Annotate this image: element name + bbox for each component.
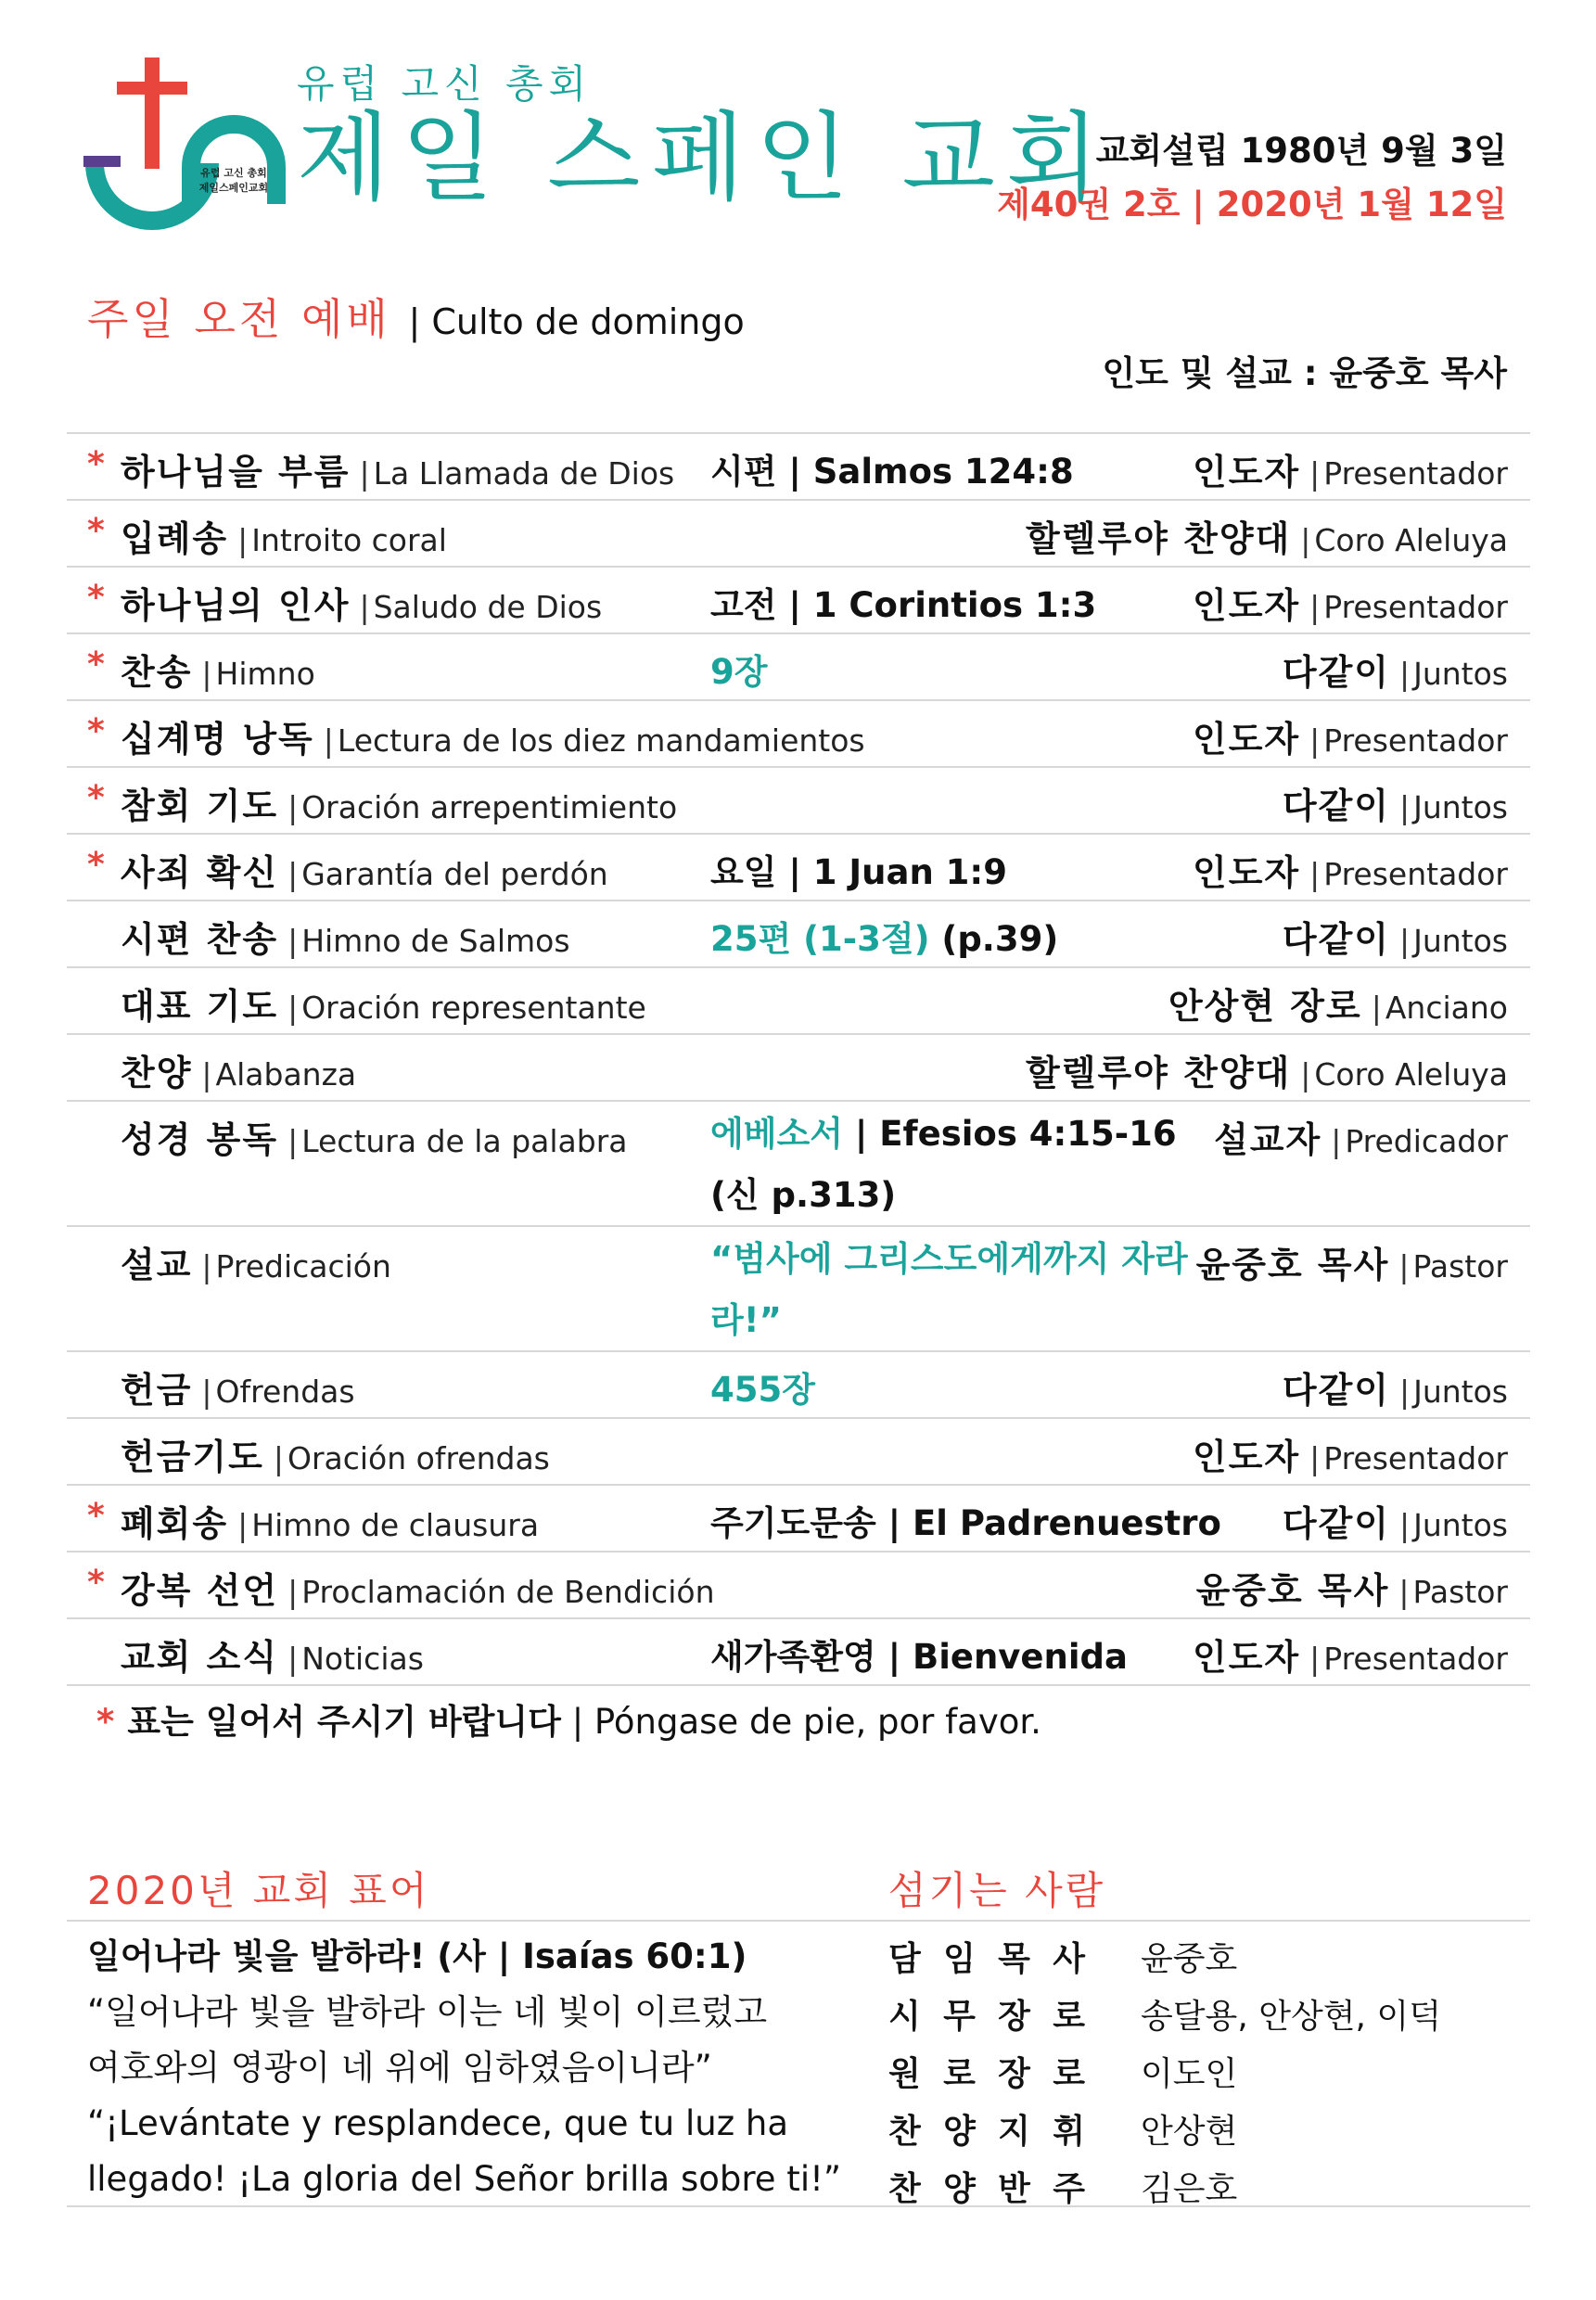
separator: | (1309, 589, 1321, 625)
leader-es: Predicador (1345, 1123, 1508, 1159)
standing-note-es: | Póngase de pie, por favor. (571, 1702, 1041, 1742)
separator: | (1398, 1374, 1411, 1410)
divider (67, 1920, 1530, 1922)
order-row (67, 966, 1530, 1033)
order-item-ko: 입례송 (121, 518, 229, 559)
order-item-es: Oración arrepentimiento (301, 789, 678, 825)
reference-main: 새가족환영 | Bienvenida (710, 1637, 1128, 1677)
order-item (121, 1044, 356, 1095)
order-row (67, 632, 1530, 699)
order-reference (710, 443, 1074, 493)
staff-list (888, 1927, 1519, 2215)
service-title-ko: 주일 오전 예배 (87, 294, 391, 344)
separator: | (1398, 1248, 1410, 1284)
leader-es: Presentador (1323, 589, 1508, 625)
standing-star: * (87, 1497, 105, 1535)
order-of-worship (67, 432, 1530, 1686)
reference-main: “범사에 그리스도에게까지 자라라!” (710, 1239, 1188, 1340)
separator: | (201, 1248, 212, 1284)
separator: | (287, 856, 299, 892)
standing-star: * (87, 846, 105, 884)
leader-es: Presentador (1323, 856, 1508, 892)
leader-es: Juntos (1413, 789, 1508, 825)
order-item-ko: 헌금 (121, 1370, 193, 1411)
order-reference (710, 1495, 1221, 1545)
order-item-ko: 참회 기도 (121, 786, 279, 826)
order-item-ko: 성경 봉독 (121, 1119, 279, 1160)
staff-role: 찬 양 반 주 (888, 2169, 1085, 2208)
leader-ko: 할렐루야 찬양대 (1026, 1053, 1292, 1093)
order-item (121, 1562, 714, 1613)
svg-text:제일스페인교회: 제일스페인교회 (198, 182, 269, 194)
reference-suffix: (p.39) (929, 919, 1059, 959)
order-leader (1193, 844, 1508, 895)
staff-row (888, 1985, 1519, 2042)
staff-role: 시 무 장 로 (888, 1997, 1085, 2036)
separator: | (1371, 990, 1382, 1026)
leader-ko: 다같이 (1282, 1503, 1390, 1544)
order-reference (710, 844, 1007, 894)
leader-es: Presentador (1323, 1440, 1508, 1476)
order-item (121, 1111, 628, 1162)
separator: | (1300, 522, 1311, 558)
order-item-es: Introito coral (251, 522, 447, 558)
svg-text:유럽 고신 총회: 유럽 고신 총회 (200, 167, 267, 179)
order-leader (1283, 1361, 1508, 1412)
separator: | (287, 1123, 299, 1159)
order-leader (1193, 1428, 1508, 1479)
separator: | (1398, 923, 1411, 959)
order-row (67, 1225, 1530, 1350)
leader-es: Coro Aleluya (1314, 1056, 1508, 1092)
leader-ko: 인도자 (1193, 1437, 1301, 1477)
leader-ko: 다같이 (1282, 786, 1390, 826)
order-item-es: Lectura de los diez mandamientos (337, 722, 865, 759)
separator: | (1309, 1440, 1321, 1476)
order-item-ko: 찬양 (121, 1053, 193, 1093)
separator: | (1300, 1056, 1311, 1092)
order-leader (1168, 978, 1508, 1029)
order-leader (1283, 911, 1508, 962)
leader-ko: 안상현 장로 (1168, 986, 1362, 1027)
order-item (121, 1629, 424, 1680)
service-title (87, 286, 745, 347)
order-row (67, 1617, 1530, 1686)
church-logo (82, 56, 286, 232)
standing-star: * (87, 445, 105, 483)
standing-star: * (87, 645, 105, 684)
founded-date: 교회설립 1980년 9월 3일 (1095, 131, 1507, 171)
staff-row (888, 2042, 1519, 2100)
separator: | (1398, 1574, 1410, 1610)
leader-ko: 할렐루야 찬양대 (1026, 518, 1292, 559)
order-item-es: Garantía del perdón (301, 856, 608, 892)
leader-ko: 설교자 (1214, 1119, 1322, 1160)
church-name: 제일 스페인 교회 (297, 101, 1111, 214)
separator: | (237, 522, 249, 558)
reference-main: 주기도문송 | El Padrenuestro (710, 1503, 1221, 1543)
order-item-ko: 찬송 (121, 652, 193, 693)
staff-row (888, 1927, 1519, 1985)
separator: | (1398, 1507, 1411, 1543)
motto-text (87, 1929, 848, 2207)
order-item-es: Predicación (215, 1248, 391, 1284)
order-leader (1193, 443, 1508, 494)
reference-main: 시편 | Salmos 124:8 (710, 452, 1074, 492)
order-item (121, 777, 677, 828)
reference-main: 고전 | 1 Corintios 1:3 (710, 585, 1097, 625)
leader-ko: 다같이 (1282, 919, 1390, 960)
order-reference (710, 1229, 1193, 1351)
separator: | (287, 789, 299, 825)
separator: | (1309, 722, 1321, 759)
order-row (67, 900, 1530, 966)
separator: | (287, 923, 299, 959)
order-row (67, 833, 1530, 900)
reference-main: 9장 (710, 652, 768, 692)
staff-role: 원 로 장 로 (888, 2054, 1085, 2093)
order-item-es: Himno de Salmos (301, 923, 570, 959)
leader-es: Presentador (1323, 455, 1508, 492)
order-leader (1026, 1044, 1508, 1095)
order-item-es: Himno de clausura (251, 1507, 540, 1543)
issue-date: 제40권 2호 | 2020년 1월 12일 (997, 185, 1507, 224)
leader-ko: 인도자 (1193, 1637, 1301, 1678)
order-item-ko: 하나님을 부름 (121, 452, 351, 492)
staff-row (888, 2100, 1519, 2157)
leader-es: Juntos (1413, 923, 1508, 959)
staff-name: 윤중호 (1141, 1939, 1238, 1978)
order-leader (1214, 1111, 1508, 1162)
order-item-es: Proclamación de Bendición (301, 1574, 715, 1610)
staff-role: 찬 양 지 휘 (888, 2112, 1085, 2151)
order-reference (710, 644, 768, 694)
order-row (67, 1417, 1530, 1484)
order-reference (710, 911, 1058, 961)
standing-note-ko: 표는 일어서 주시기 바랍니다 (127, 1702, 561, 1742)
order-item (121, 1236, 391, 1287)
order-leader (1196, 1236, 1508, 1287)
standing-star: * (87, 712, 105, 750)
order-item (121, 1428, 550, 1479)
order-leader (1196, 1562, 1508, 1613)
reference-main: 요일 | 1 Juan 1:9 (710, 852, 1007, 892)
leader-es: Pastor (1412, 1248, 1508, 1284)
staff-name: 김은호 (1141, 2169, 1238, 2208)
order-item-ko: 시편 찬송 (121, 919, 279, 960)
order-item-ko: 교회 소식 (121, 1637, 279, 1678)
separator: | (323, 722, 334, 759)
order-row (67, 432, 1530, 499)
reference-main: 25편 (1-3절) (710, 919, 930, 959)
separator: | (1398, 789, 1411, 825)
leader-es: Juntos (1413, 1374, 1508, 1410)
leader-ko: 인도자 (1193, 585, 1301, 626)
service-title-es: | Culto de domingo (408, 301, 745, 342)
order-leader (1026, 510, 1508, 561)
leader-es: Coro Aleluya (1314, 522, 1508, 558)
order-item-ko: 설교 (121, 1245, 193, 1285)
motto-line: “¡Levántate y resplandece, que tu luz ha (87, 2103, 789, 2143)
order-leader (1283, 1495, 1508, 1546)
order-item (121, 710, 865, 761)
leader-es: Juntos (1413, 656, 1508, 692)
order-item (121, 911, 570, 962)
federation-name: 유럽 고신 총회 (297, 61, 593, 107)
order-item (121, 844, 608, 895)
standing-note (96, 1693, 1041, 1744)
order-item (121, 577, 602, 628)
staff-role: 담 임 목 사 (888, 1939, 1085, 1978)
order-item-ko: 십계명 낭독 (121, 719, 314, 760)
order-item-ko: 대표 기도 (121, 986, 279, 1027)
order-item-ko: 폐회송 (121, 1503, 229, 1544)
separator: | (359, 455, 370, 492)
leader-ko: 다같이 (1282, 1370, 1390, 1411)
order-item-es: La Llamada de Dios (373, 455, 675, 492)
leader-es: Presentador (1323, 1641, 1508, 1677)
standing-star: * (87, 512, 105, 550)
separator: | (1398, 656, 1411, 692)
order-item (121, 978, 646, 1029)
staff-heading: 섬기는 사람 (888, 1868, 1106, 1913)
reference-main: 에베소서 (710, 1114, 843, 1154)
order-row (67, 1033, 1530, 1100)
order-item (121, 443, 674, 494)
order-row (67, 1100, 1530, 1225)
order-item-es: Himno (215, 656, 315, 692)
staff-name: 안상현 (1141, 2112, 1238, 2151)
order-item-ko: 강복 선언 (121, 1570, 279, 1611)
separator: | (201, 1056, 212, 1092)
staff-name: 송달용, 안상현, 이덕 (1141, 1997, 1441, 2036)
motto-line: “일어나라 빛을 발하라 이는 네 빛이 이르렀고 (87, 1992, 768, 2032)
order-item-ko: 헌금기도 (121, 1437, 264, 1477)
order-item (121, 1361, 355, 1412)
separator: | (287, 1641, 299, 1677)
leader-es: Juntos (1413, 1507, 1508, 1543)
order-row (67, 499, 1530, 566)
motto-line: llegado! ¡La gloria del Señor brilla sobre ti!” (87, 2159, 842, 2199)
motto-line: 일어나라 빛을 발하라! (사 | Isaías 60:1) (87, 1936, 747, 1976)
order-reference (710, 577, 1096, 627)
order-leader (1193, 710, 1508, 761)
staff-name: 이도인 (1141, 2054, 1238, 2093)
order-leader (1193, 1629, 1508, 1680)
order-item (121, 1495, 539, 1546)
order-item-ko: 하나님의 인사 (121, 585, 351, 626)
order-item-es: Alabanza (215, 1056, 357, 1092)
leader-es: Presentador (1323, 722, 1508, 759)
order-item-es: Saludo de Dios (373, 589, 603, 625)
order-leader (1193, 577, 1508, 628)
order-row (67, 566, 1530, 632)
order-row (67, 1350, 1530, 1417)
separator: | (1309, 856, 1321, 892)
reference-main: 455장 (710, 1370, 815, 1410)
leader-es: Pastor (1412, 1574, 1508, 1610)
separator: | (1309, 455, 1321, 492)
separator: | (287, 1574, 299, 1610)
motto-heading: 2020년 교회 표어 (87, 1868, 430, 1913)
separator: | (237, 1507, 249, 1543)
leader-ko: 인도자 (1193, 719, 1301, 760)
order-item (121, 644, 315, 695)
order-row (67, 766, 1530, 833)
motto-line: 여호와의 영광이 네 위에 임하였음이니라” (87, 2048, 712, 2088)
separator: | (287, 990, 299, 1026)
leader-ko: 인도자 (1193, 452, 1301, 492)
separator: | (1331, 1123, 1342, 1159)
standing-star: * (87, 1564, 105, 1602)
leader-ko: 윤중호 목사 (1195, 1570, 1390, 1611)
presider: 인도 및 설교 : 윤중호 목사 (1102, 353, 1507, 393)
standing-star: * (87, 779, 105, 817)
separator: | (201, 656, 212, 692)
separator: | (201, 1374, 212, 1410)
order-reference (710, 1361, 815, 1412)
reference-suffix: | Efesios 4:15-16 (신 p.313) (710, 1114, 1177, 1215)
standing-star: * (96, 1702, 115, 1742)
order-row (67, 1484, 1530, 1551)
order-leader (1283, 777, 1508, 828)
leader-ko: 다같이 (1282, 652, 1390, 693)
order-item-es: Oración ofrendas (287, 1440, 550, 1476)
order-item-es: Lectura de la palabra (301, 1123, 628, 1159)
order-leader (1283, 644, 1508, 695)
standing-star: * (87, 579, 105, 617)
order-item (121, 510, 447, 561)
order-item-es: Noticias (301, 1641, 424, 1677)
separator: | (273, 1440, 284, 1476)
leader-es: Anciano (1385, 990, 1508, 1026)
leader-ko: 윤중호 목사 (1195, 1245, 1390, 1285)
order-item-es: Ofrendas (215, 1374, 355, 1410)
staff-row (888, 2157, 1519, 2215)
order-row (67, 699, 1530, 766)
order-reference (710, 1104, 1193, 1226)
separator: | (359, 589, 370, 625)
leader-ko: 인도자 (1193, 852, 1301, 893)
order-row (67, 1551, 1530, 1617)
order-reference (710, 1629, 1128, 1679)
order-item-es: Oración representante (301, 990, 646, 1026)
separator: | (1309, 1641, 1321, 1677)
order-item-ko: 사죄 확신 (121, 852, 279, 893)
